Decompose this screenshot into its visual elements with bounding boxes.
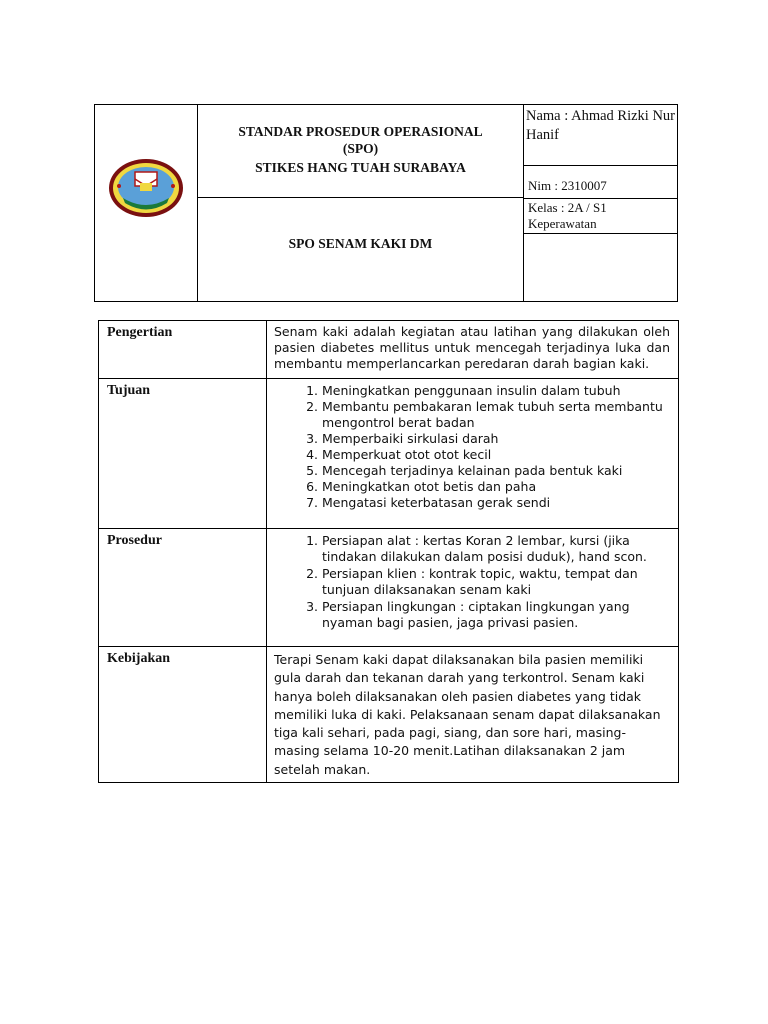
spo-cell: [198, 198, 524, 301]
title-cell: [198, 105, 524, 198]
list-item: 1. Meningkatkan penggunaan insulin dalam tubuh: [322, 383, 670, 399]
student-class: Kelas : 2A / S1 Keperawatan: [528, 200, 607, 231]
list-item: 3. Memperbaiki sirkulasi darah: [322, 431, 670, 447]
student-name: Nama : Ahmad Rizki Nur Hanif: [526, 108, 676, 143]
list-item: 2. Membantu pembakaran lemak tubuh serta membantu mengontrol berat badan: [322, 399, 670, 431]
kebijakan-text: Terapi Senam kaki dapat dilaksanakan bila pasien memiliki gula darah dan tekanan darah yang terkontrol. Senam kaki hanya boleh dilaksanakan oleh pasien diabetes yang tidak memiliki luka di kaki. Pelaksanaan senam dapat dilaksanakan tiga kali sehari, pada pagi, siang, dan sore hari, masing-masing selama 10-20 menit.Latihan dilaksanakan 2 jam setelah makan.: [274, 652, 661, 777]
list-item: 4. Memperkuat otot otot kecil: [322, 447, 670, 463]
logo-cell: [95, 105, 198, 301]
pengertian-label: Pengertian: [99, 321, 267, 379]
tujuan-cell: [267, 379, 679, 529]
prosedur-label: Prosedur: [99, 529, 267, 647]
spo-title: SPO SENAM KAKI DM: [288, 236, 433, 251]
list-item: 2. Persiapan klien : kontrak topic, waktu, tempat dan tunjuan dilaksanakan senam kaki: [322, 566, 670, 598]
tujuan-label: Tujuan: [99, 379, 267, 529]
table-row: [99, 529, 679, 647]
pengertian-cell: [267, 321, 679, 379]
list-item: 5. Mencegah terjadinya kelainan pada bentuk kaki: [322, 463, 670, 479]
table-row: [99, 321, 679, 379]
spo-content-table: [98, 320, 679, 783]
pengertian-text: Senam kaki adalah kegiatan atau latihan yang dilakukan oleh pasien diabetes mellitus untuk mencegah terjadinya luka dan membantu memperlancarkan peredaran darah bagian kaki.: [274, 324, 670, 371]
nama-cell: [524, 105, 677, 166]
table-row: [99, 647, 679, 783]
kebijakan-label: Kebijakan: [99, 647, 267, 783]
list-item: 7. Mengatasi keterbatasan gerak sendi: [322, 495, 670, 511]
list-item: 1. Persiapan alat : kertas Koran 2 lembar, kursi (jika tindakan dilakukan dalam posisi duduk), hand scon.: [322, 533, 670, 565]
institution-logo-icon: [107, 156, 185, 220]
prosedur-cell: [267, 529, 679, 647]
nim-cell: [524, 166, 677, 199]
document-title-line1: STANDAR PROSEDUR OPERASIONAL: [238, 124, 483, 139]
student-nim: Nim : 2310007: [528, 178, 607, 193]
document-title-line2: (SPO): [342, 141, 379, 156]
prosedur-list: [267, 529, 678, 638]
institution-name: STIKES HANG TUAH SURABAYA: [255, 160, 466, 175]
header-table: [94, 104, 678, 302]
list-item: 3. Persiapan lingkungan : ciptakan lingkungan yang nyaman bagi pasien, jaga privasi pasien.: [322, 599, 670, 631]
empty-cell: [524, 234, 677, 301]
list-item: 6. Meningkatkan otot betis dan paha: [322, 479, 670, 495]
kebijakan-cell: [267, 647, 679, 783]
tujuan-list: [267, 379, 678, 517]
table-row: [99, 379, 679, 529]
kelas-cell: [524, 199, 677, 234]
